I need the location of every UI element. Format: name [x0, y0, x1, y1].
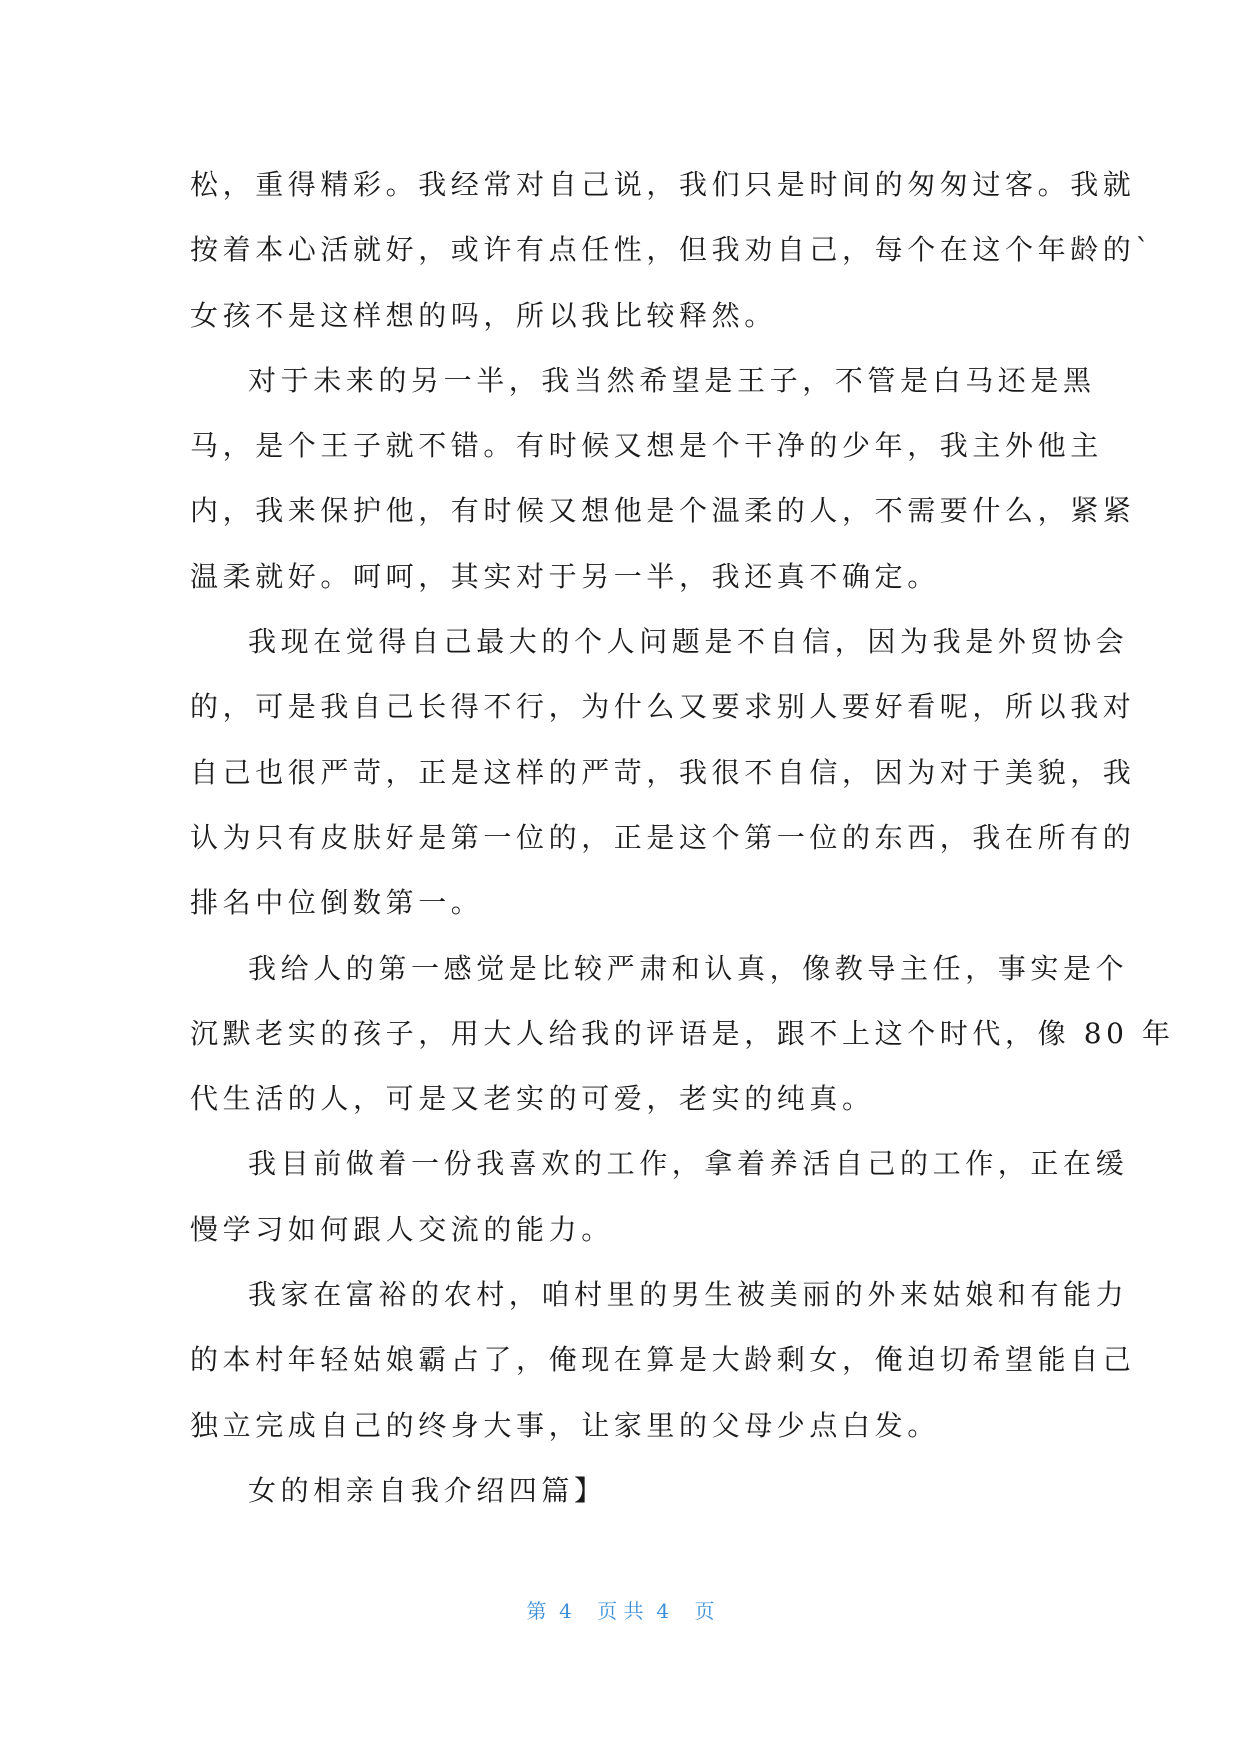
text-line: 自己也很严苛，正是这样的严苛，我很不自信，因为对于美貌，我 — [190, 755, 1136, 789]
text-line: 温柔就好。呵呵，其实对于另一半，我还真不确定。 — [190, 559, 940, 593]
text-line: 认为只有皮肤好是第一位的，正是这个第一位的东西，我在所有的 — [190, 820, 1136, 854]
paragraph-first-line: 我给人的第一感觉是比较严肃和认真，像教导主任，事实是个 — [248, 951, 1129, 985]
text-line: 沉默老实的孩子，用大人给我的评语是，跟不上这个时代，像 80 年 — [190, 1016, 1175, 1050]
text-line: 马，是个王子就不错。有时候又想是个干净的少年，我主外他主 — [190, 429, 1103, 463]
text-line: 慢学习如何跟人交流的能力。 — [190, 1212, 614, 1246]
text-line: 内，我来保护他，有时候又想他是个温柔的人，不需要什么，紧紧 — [190, 494, 1136, 528]
paragraph-first-line: 我家在富裕的农村，咱村里的男生被美丽的外来姑娘和有能力 — [248, 1278, 1129, 1312]
text-line: 代生活的人，可是又老实的可爱，老实的纯真。 — [190, 1082, 875, 1116]
paragraph-first-line: 对于未来的另一半，我当然希望是王子，不管是白马还是黑 — [248, 363, 1096, 397]
text-line: 按着本心活就好，或许有点任性，但我劝自己，每个在这个年龄的` — [190, 233, 1155, 267]
page-number-footer: 第 4 页 共 4 页 — [526, 1599, 715, 1623]
paragraph-first-line: 我目前做着一份我喜欢的工作，拿着养活自己的工作，正在缓 — [248, 1147, 1129, 1181]
paragraph-first-line: 我现在觉得自己最大的个人问题是不自信，因为我是外贸协会 — [248, 625, 1129, 659]
text-line: 女孩不是这样想的吗，所以我比较释然。 — [190, 298, 777, 332]
document-body — [190, 152, 1175, 1523]
text-line: 排名中位倒数第一。 — [190, 886, 484, 920]
text-line: 的，可是我自己长得不行，为什么又要求别人要好看呢，所以我对 — [190, 690, 1136, 724]
text-line: 松，重得精彩。我经常对自己说，我们只是时间的匆匆过客。我就 — [190, 168, 1136, 201]
text-line: 独立完成自己的终身大事，让家里的父母少点白发。 — [190, 1408, 940, 1442]
section-title-line: 女的相亲自我介绍四篇】 — [248, 1473, 607, 1507]
text-line: 的本村年轻姑娘霸占了，俺现在算是大龄剩女，俺迫切希望能自己 — [190, 1343, 1136, 1377]
